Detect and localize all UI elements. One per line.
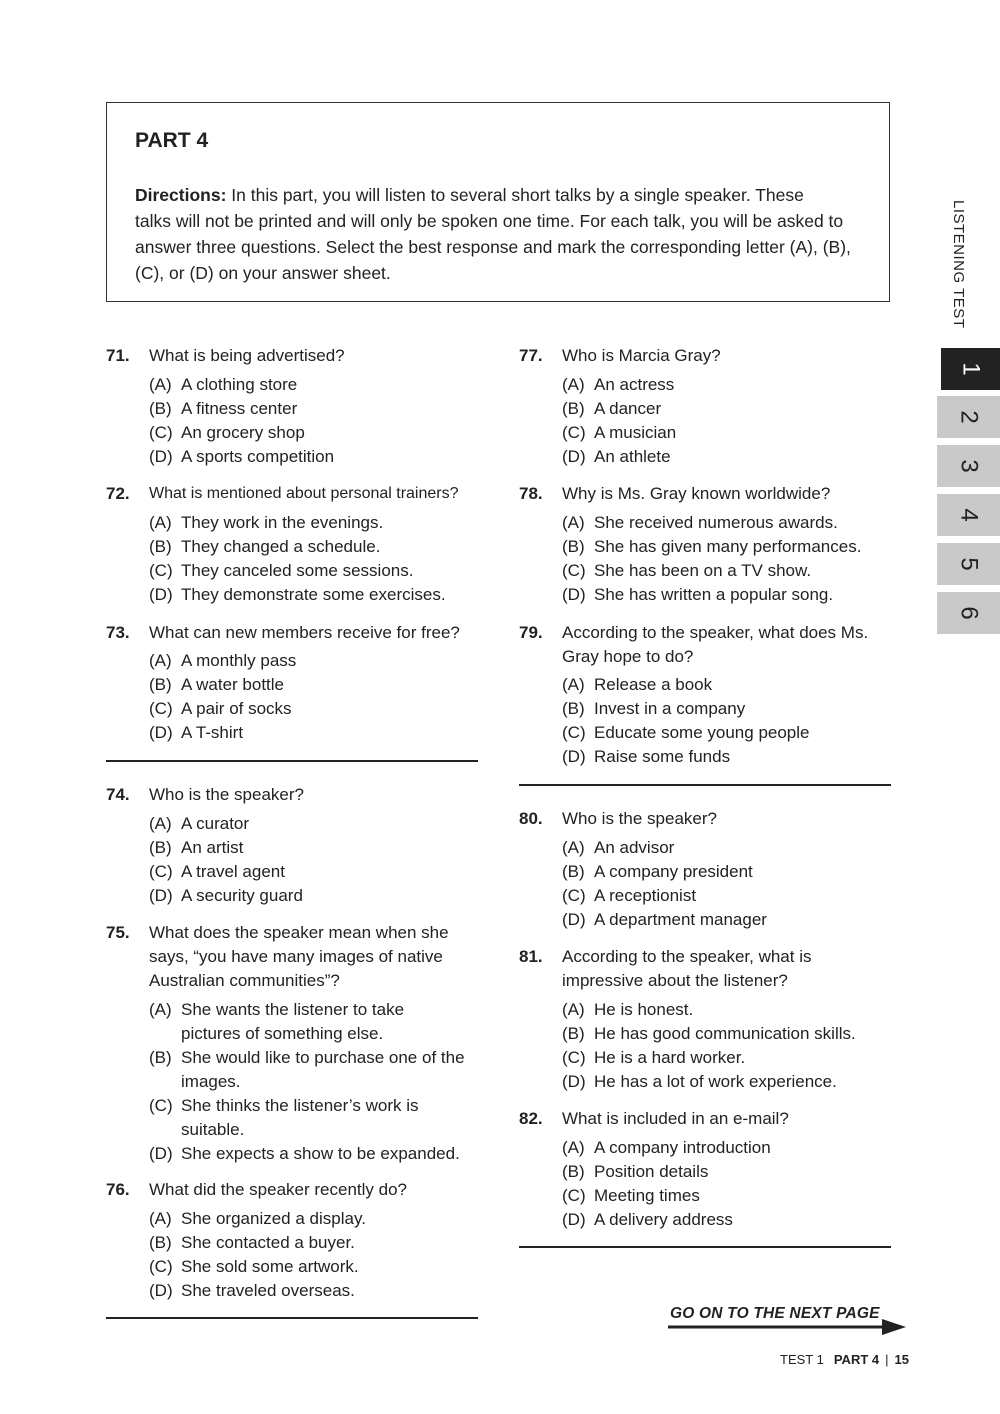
option-letter: (D) bbox=[562, 447, 586, 466]
option-c[interactable] bbox=[562, 721, 810, 745]
option-d[interactable] bbox=[149, 445, 334, 469]
tab-number: 5 bbox=[955, 557, 983, 571]
option-d[interactable] bbox=[149, 884, 303, 908]
option-text: They work in the evenings. bbox=[181, 513, 384, 532]
option-letter: (B) bbox=[562, 1162, 585, 1181]
option-b[interactable] bbox=[149, 397, 297, 421]
option-text: A monthly pass bbox=[181, 651, 297, 670]
option-letter: (D) bbox=[149, 886, 173, 905]
option-letter: (B) bbox=[562, 537, 585, 556]
footer-part: PART 4 bbox=[833, 1352, 880, 1367]
option-c[interactable] bbox=[149, 697, 292, 721]
option-b[interactable] bbox=[562, 860, 753, 884]
option-c[interactable] bbox=[149, 860, 285, 884]
option-text: A delivery address bbox=[594, 1210, 733, 1229]
option-d[interactable] bbox=[149, 721, 243, 745]
option-b[interactable] bbox=[562, 397, 661, 421]
option-text: suitable. bbox=[181, 1120, 245, 1139]
option-c[interactable] bbox=[562, 421, 676, 445]
option-letter: (C) bbox=[149, 561, 173, 580]
option-text: A clothing store bbox=[181, 375, 298, 394]
option-letter: (A) bbox=[562, 838, 585, 857]
question-text: What does the speaker mean when she bbox=[149, 923, 449, 942]
option-text: A company introduction bbox=[594, 1138, 771, 1157]
option-text: She expects a show to be expanded. bbox=[181, 1144, 460, 1163]
option-letter: (C) bbox=[562, 886, 586, 905]
option-letter: (A) bbox=[562, 1000, 585, 1019]
option-text: She would like to purchase one of the bbox=[181, 1048, 465, 1067]
option-letter: (D) bbox=[562, 585, 586, 604]
question-number: 75. bbox=[106, 923, 130, 942]
option-text: She thinks the listener’s work is bbox=[181, 1096, 419, 1115]
tab-number: 2 bbox=[955, 410, 983, 424]
question-number: 77. bbox=[519, 346, 543, 365]
option-text: A department manager bbox=[594, 910, 767, 929]
option-text: pictures of something else. bbox=[181, 1024, 384, 1043]
option-letter: (D) bbox=[149, 723, 173, 742]
option-a[interactable] bbox=[149, 649, 296, 673]
option-letter: (A) bbox=[562, 375, 585, 394]
option-c[interactable] bbox=[149, 1094, 418, 1142]
option-b[interactable] bbox=[149, 836, 243, 860]
option-letter: (B) bbox=[149, 537, 172, 556]
question-text: According to the speaker, what is bbox=[562, 947, 812, 966]
question-number: 81. bbox=[519, 947, 543, 966]
question-text: Who is the speaker? bbox=[149, 785, 304, 804]
option-d[interactable] bbox=[562, 908, 767, 932]
option-b[interactable] bbox=[149, 1231, 355, 1255]
option-b[interactable] bbox=[149, 673, 284, 697]
option-letter: (A) bbox=[149, 375, 172, 394]
question-text: Who is Marcia Gray? bbox=[562, 346, 721, 365]
directions-line: In this part, you will listen to several short talks by a single speaker. These bbox=[226, 185, 804, 205]
option-a[interactable] bbox=[562, 998, 693, 1022]
option-d[interactable] bbox=[562, 1208, 733, 1232]
option-text: She contacted a buyer. bbox=[181, 1233, 355, 1252]
option-text: She wants the listener to take bbox=[181, 1000, 405, 1019]
option-text: images. bbox=[181, 1072, 241, 1091]
option-text: A water bottle bbox=[181, 675, 285, 694]
option-text: An advisor bbox=[594, 838, 675, 857]
option-letter: (B) bbox=[149, 399, 172, 418]
option-d[interactable] bbox=[149, 1142, 460, 1166]
option-letter: (B) bbox=[149, 1233, 172, 1252]
option-text: Raise some funds bbox=[594, 747, 731, 766]
option-text: A travel agent bbox=[181, 862, 285, 881]
option-letter: (A) bbox=[149, 814, 172, 833]
option-letter: (B) bbox=[149, 1048, 172, 1067]
arrow-right-icon bbox=[668, 1318, 908, 1336]
option-letter: (D) bbox=[562, 747, 586, 766]
page-footer bbox=[780, 1352, 909, 1367]
option-d[interactable] bbox=[562, 1070, 837, 1094]
question-text: says, “you have many images of native bbox=[149, 947, 443, 966]
question-number: 79. bbox=[519, 623, 543, 642]
directions-box bbox=[106, 102, 890, 302]
option-a[interactable] bbox=[562, 836, 674, 860]
option-letter: (B) bbox=[562, 1024, 585, 1043]
option-letter: (B) bbox=[562, 699, 585, 718]
option-text: A security guard bbox=[181, 886, 303, 905]
option-text: A fitness center bbox=[181, 399, 298, 418]
directions-line: talks will not be printed and will only be spoken one time. For each talk, you will be asked to bbox=[135, 211, 844, 231]
option-letter: (B) bbox=[562, 399, 585, 418]
test-tab-6[interactable] bbox=[937, 592, 1000, 634]
option-a[interactable] bbox=[149, 1207, 366, 1231]
option-letter: (C) bbox=[149, 423, 173, 442]
option-letter: (D) bbox=[562, 1072, 586, 1091]
question-number: 80. bbox=[519, 809, 543, 828]
test-tab-3[interactable] bbox=[937, 445, 1000, 487]
question-text: What is being advertised? bbox=[149, 346, 345, 365]
option-text: A T-shirt bbox=[181, 723, 244, 742]
option-b[interactable] bbox=[149, 1046, 465, 1094]
option-letter: (B) bbox=[149, 675, 172, 694]
option-text: Release a book bbox=[594, 675, 713, 694]
section-divider bbox=[519, 1246, 891, 1248]
option-c[interactable] bbox=[562, 559, 811, 583]
option-letter: (B) bbox=[562, 862, 585, 881]
option-b[interactable] bbox=[149, 535, 380, 559]
option-b[interactable] bbox=[562, 697, 745, 721]
option-d[interactable] bbox=[149, 1279, 355, 1303]
option-text: A dancer bbox=[594, 399, 662, 418]
option-c[interactable] bbox=[149, 421, 305, 445]
option-letter: (D) bbox=[562, 910, 586, 929]
option-letter: (A) bbox=[562, 1138, 585, 1157]
option-c[interactable] bbox=[562, 1184, 700, 1208]
option-text: She received numerous awards. bbox=[594, 513, 838, 532]
section-divider bbox=[519, 784, 891, 786]
option-letter: (C) bbox=[562, 1048, 586, 1067]
question-number: 76. bbox=[106, 1180, 130, 1199]
option-text: A curator bbox=[181, 814, 250, 833]
option-letter: (C) bbox=[562, 723, 586, 742]
option-letter: (B) bbox=[149, 838, 172, 857]
option-letter: (A) bbox=[562, 675, 585, 694]
test-tab-4[interactable] bbox=[937, 494, 1000, 536]
section-divider bbox=[106, 760, 478, 762]
option-letter: (C) bbox=[149, 699, 173, 718]
option-letter: (C) bbox=[149, 1096, 173, 1115]
option-text: A sports competition bbox=[181, 447, 335, 466]
footer-separator: | bbox=[885, 1352, 889, 1367]
option-text: He has a lot of work experience. bbox=[594, 1072, 837, 1091]
option-letter: (D) bbox=[149, 447, 173, 466]
option-letter: (C) bbox=[562, 561, 586, 580]
option-a[interactable] bbox=[562, 511, 838, 535]
option-c[interactable] bbox=[149, 559, 413, 583]
option-text: She sold some artwork. bbox=[181, 1257, 359, 1276]
go-on-next-page-text: GO ON TO THE NEXT PAGE bbox=[670, 1305, 880, 1322]
option-text: She has written a popular song. bbox=[594, 585, 834, 604]
option-text: An athlete bbox=[594, 447, 671, 466]
option-letter: (A) bbox=[149, 513, 172, 532]
option-text: Position details bbox=[594, 1162, 709, 1181]
option-text: Educate some young people bbox=[594, 723, 810, 742]
option-b[interactable] bbox=[562, 1160, 708, 1184]
option-letter: (A) bbox=[149, 1000, 172, 1019]
question-text: What can new members receive for free? bbox=[149, 623, 460, 642]
option-text: Meeting times bbox=[594, 1186, 700, 1205]
tab-number: 3 bbox=[955, 459, 983, 473]
footer-test: TEST 1 bbox=[780, 1352, 824, 1367]
option-text: He is a hard worker. bbox=[594, 1048, 746, 1067]
tab-number: 4 bbox=[955, 508, 983, 522]
question-number: 78. bbox=[519, 484, 543, 503]
option-a[interactable] bbox=[149, 373, 297, 397]
option-letter: (D) bbox=[562, 1210, 586, 1229]
question-number: 71. bbox=[106, 346, 130, 365]
option-letter: (D) bbox=[149, 1144, 173, 1163]
option-a[interactable] bbox=[562, 673, 712, 697]
question-number: 82. bbox=[519, 1109, 543, 1128]
question-text: What did the speaker recently do? bbox=[149, 1180, 407, 1199]
option-letter: (C) bbox=[149, 862, 173, 881]
option-text: They changed a schedule. bbox=[181, 537, 381, 556]
listening-test-side-label: LISTENING TEST bbox=[950, 200, 967, 329]
question-text: What is mentioned about personal trainers? bbox=[149, 485, 459, 502]
option-a[interactable] bbox=[149, 998, 404, 1046]
tab-number: 1 bbox=[957, 362, 985, 376]
option-text: He has good communication skills. bbox=[594, 1024, 856, 1043]
option-text: She has given many performances. bbox=[594, 537, 862, 556]
option-d[interactable] bbox=[562, 745, 730, 769]
option-text: A company president bbox=[594, 862, 753, 881]
option-letter: (D) bbox=[149, 1281, 173, 1300]
section-divider bbox=[106, 1317, 478, 1319]
option-d[interactable] bbox=[562, 445, 671, 469]
option-a[interactable] bbox=[149, 812, 249, 836]
option-text: They demonstrate some exercises. bbox=[181, 585, 446, 604]
directions-line: (C), or (D) on your answer sheet. bbox=[135, 263, 391, 283]
test-tab-2[interactable] bbox=[937, 396, 1000, 438]
tab-number: 6 bbox=[955, 606, 983, 620]
option-text: She traveled overseas. bbox=[181, 1281, 355, 1300]
option-a[interactable] bbox=[562, 1136, 771, 1160]
part-title: PART 4 bbox=[135, 129, 209, 152]
directions-label: Directions: bbox=[135, 185, 227, 205]
option-text: An actress bbox=[594, 375, 675, 394]
option-text: A pair of socks bbox=[181, 699, 292, 718]
option-letter: (C) bbox=[562, 423, 586, 442]
option-letter: (A) bbox=[149, 1209, 172, 1228]
option-letter: (A) bbox=[562, 513, 585, 532]
option-text: An artist bbox=[181, 838, 244, 857]
option-text: He is honest. bbox=[594, 1000, 694, 1019]
option-text: They canceled some sessions. bbox=[181, 561, 414, 580]
option-a[interactable] bbox=[562, 373, 674, 397]
option-text: A musician bbox=[594, 423, 677, 442]
option-c[interactable] bbox=[562, 884, 696, 908]
question-number: 74. bbox=[106, 785, 130, 804]
option-b[interactable] bbox=[562, 535, 861, 559]
option-letter: (D) bbox=[149, 585, 173, 604]
option-a[interactable] bbox=[149, 511, 383, 535]
option-text: She organized a display. bbox=[181, 1209, 366, 1228]
page-number: 15 bbox=[894, 1352, 909, 1367]
option-letter: (C) bbox=[149, 1257, 173, 1276]
option-text: A receptionist bbox=[594, 886, 697, 905]
option-text: An grocery shop bbox=[181, 423, 305, 442]
question-text: Who is the speaker? bbox=[562, 809, 717, 828]
question-number: 73. bbox=[106, 623, 130, 642]
question-text: Australian communities”? bbox=[149, 971, 340, 990]
option-d[interactable] bbox=[562, 583, 833, 607]
question-text: According to the speaker, what does Ms. bbox=[562, 623, 869, 642]
option-letter: (A) bbox=[149, 651, 172, 670]
question-number: 72. bbox=[106, 484, 130, 503]
directions-text bbox=[135, 182, 875, 286]
question-text: Why is Ms. Gray known worldwide? bbox=[562, 484, 831, 503]
question-text: What is included in an e-mail? bbox=[562, 1109, 789, 1128]
directions-line: answer three questions. Select the best response and mark the corresponding letter (A), (B), bbox=[135, 237, 851, 257]
option-d[interactable] bbox=[149, 583, 446, 607]
test-tab-5[interactable] bbox=[937, 543, 1000, 585]
option-text: Invest in a company bbox=[594, 699, 746, 718]
option-c[interactable] bbox=[149, 1255, 359, 1279]
option-b[interactable] bbox=[562, 1022, 856, 1046]
option-text: She has been on a TV show. bbox=[594, 561, 812, 580]
option-c[interactable] bbox=[562, 1046, 745, 1070]
question-text: Gray hope to do? bbox=[562, 647, 694, 666]
question-text: impressive about the listener? bbox=[562, 971, 788, 990]
test-tab-1[interactable] bbox=[937, 348, 1000, 390]
option-letter: (C) bbox=[562, 1186, 586, 1205]
